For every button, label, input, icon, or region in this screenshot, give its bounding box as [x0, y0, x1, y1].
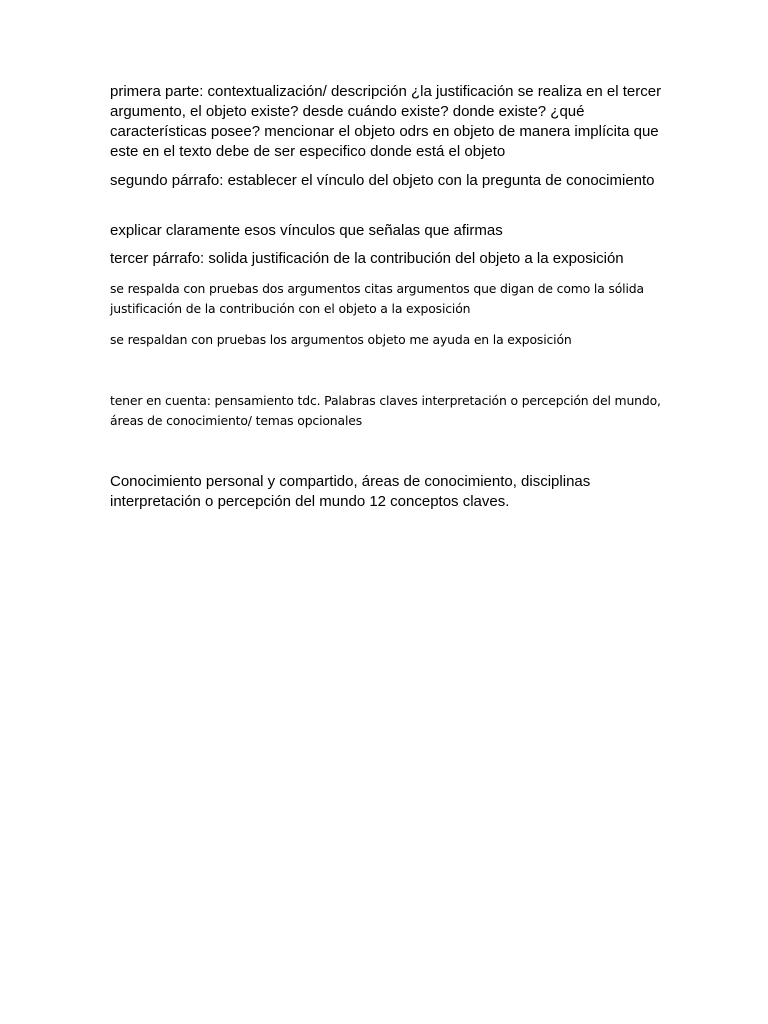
paragraph-respalda-pruebas: se respalda con pruebas dos argumentos citas argumentos que digan de como la sólida justificación de la contribución con el objeto a la exposición [110, 281, 644, 316]
paragraph-segundo-parrafo: segundo párrafo: establecer el vínculo del objeto con la pregunta de conocimiento [110, 172, 655, 189]
paragraph-conocimiento-personal: Conocimiento personal y compartido, áreas de conocimiento, disciplinas interpretación o percepción del mundo 12 conceptos claves. [110, 473, 591, 510]
paragraph-tener-en-cuenta: tener en cuenta: pensamiento tdc. Palabras claves interpretación o percepción del mundo, áreas de conocimiento/ temas opcionales [110, 393, 661, 428]
paragraph-respaldan-argumentos: se respaldan con pruebas los argumentos objeto me ayuda en la exposición [110, 332, 572, 347]
paragraph-tercer-parrafo: tercer párrafo: solida justificación de la contribución del objeto a la exposición [110, 250, 624, 267]
paragraph-primera-parte: primera parte: contextualización/ descripción ¿la justificación se realiza en el tercer argumento, el objeto existe? desde cuándo existe? donde existe? ¿qué características posee? mencionar el objeto odrs en objeto de manera implícita que este en el texto debe de ser especifico donde está el objeto [110, 83, 662, 160]
paragraph-explicar-vinculos: explicar claramente esos vínculos que señalas que afirmas [110, 222, 503, 239]
